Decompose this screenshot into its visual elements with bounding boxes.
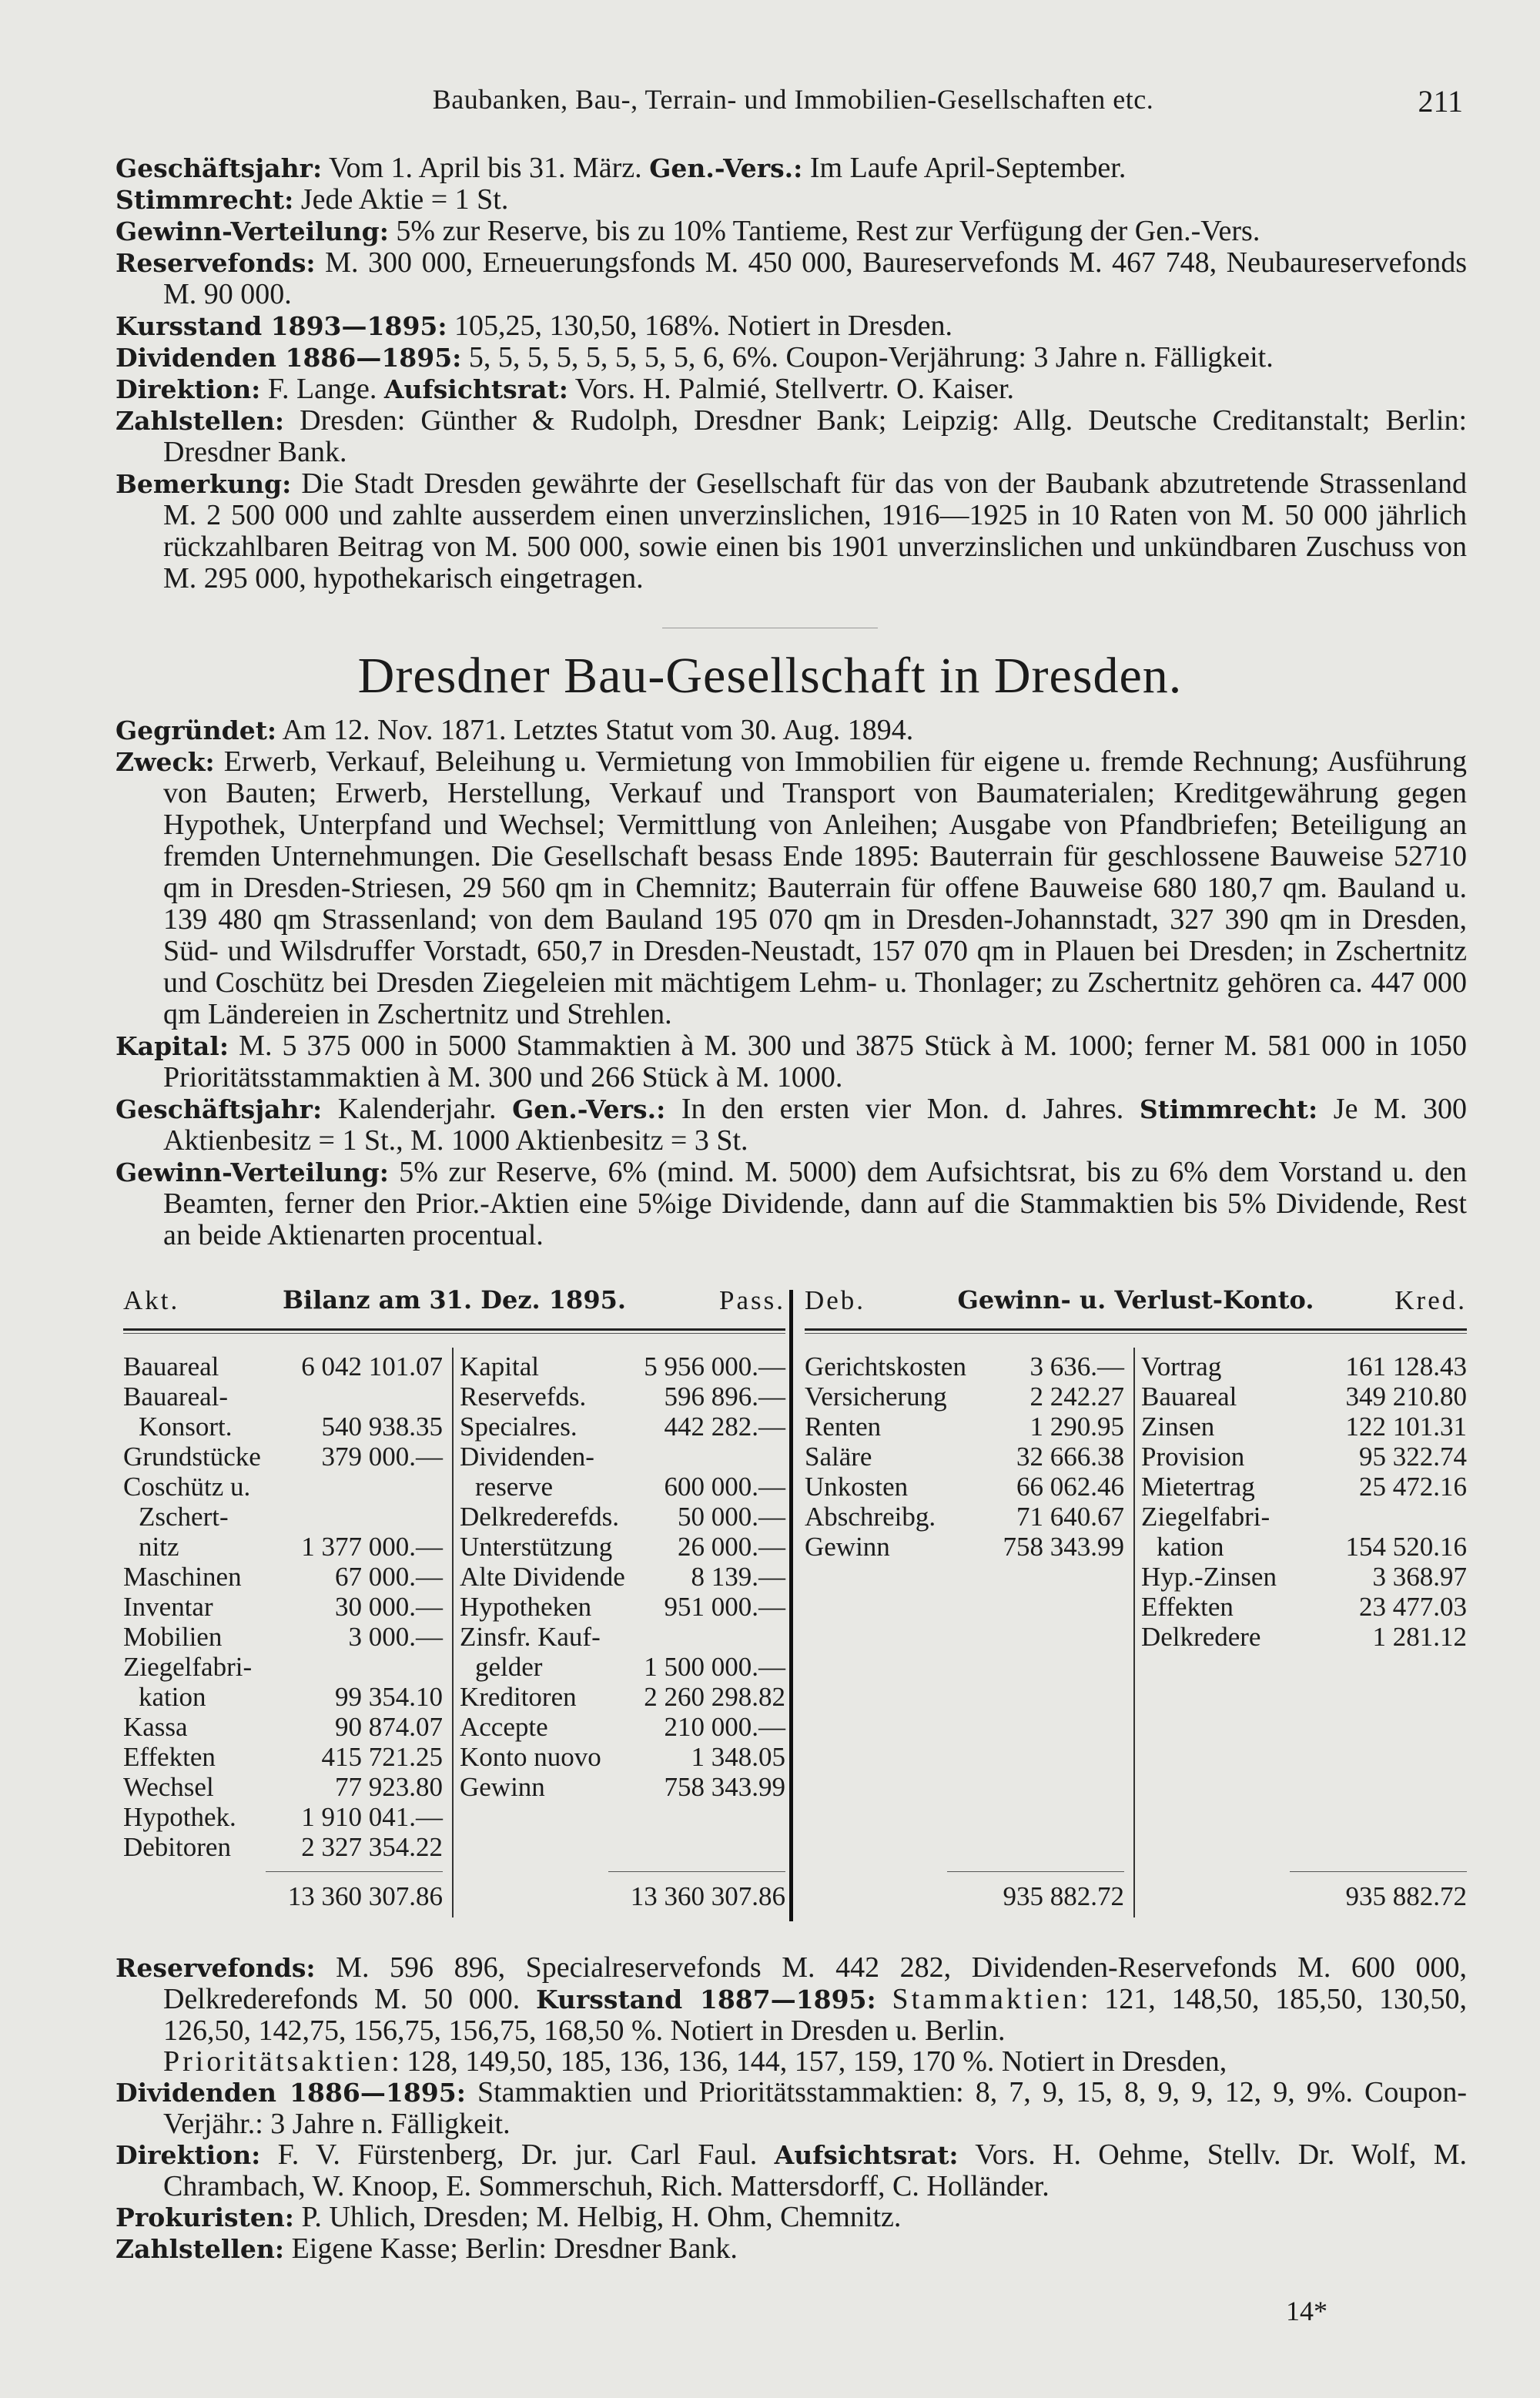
table-header [123, 1282, 785, 1321]
item-name: Maschinen [123, 1562, 242, 1592]
item-name: Mietertrag [1141, 1472, 1255, 1502]
item-value: 3 368.97 [1372, 1562, 1467, 1592]
signature-mark: 14* [1286, 2296, 1327, 2326]
total-value: 935 882.72 [1003, 1881, 1124, 1911]
item-value: 30 000.— [335, 1592, 443, 1622]
entry-text: 5, 5, 5, 5, 5, 5, 5, 5, 6, 6%. Coupon-Verjährung: 3 Jahre n. Fälligkeit. [461, 341, 1274, 373]
item-name: Grundstücke [123, 1442, 261, 1472]
item-value: 8 139.— [691, 1562, 785, 1592]
entry-label: Bemerkung: [116, 469, 292, 499]
item-name: Reservefds. [460, 1382, 587, 1412]
item-name: Mobilien [123, 1622, 223, 1652]
entry-label: Gen.-Vers.: [649, 153, 803, 183]
item-name: Abschreibg. [805, 1502, 936, 1532]
entry-paragraph [116, 468, 1467, 594]
item-name: Konto nuovo [460, 1742, 601, 1772]
entry-paragraph [116, 715, 1467, 746]
column-divider [452, 1348, 454, 1917]
total-value: 13 360 307.86 [287, 1881, 443, 1911]
item-value: 95 322.74 [1359, 1442, 1467, 1472]
item-name: Accepte [460, 1712, 548, 1742]
entry-text: Die Stadt Dresden gewährte der Gesellschaft für das von der Baubank abzutretende Strassenland M. 2 500 000 und zahlte ausserdem einen unverzinslichen, 1916—1925 in 10 Raten von M. 50 000 jährlich rückzahlbaren Beitrag von M. 500 000, sowie einen bis 1901 unverzinslichen und unkündbaren Zuschuss von M. 295 000, hypothekarisch eingetragen. [163, 467, 1467, 594]
item-value: 2 242.27 [1029, 1382, 1124, 1412]
table-row [460, 1382, 785, 1412]
item-value: 2 260 298.82 [644, 1682, 785, 1712]
table-title: Gewinn- u. Verlust-Konto. [957, 1285, 1314, 1315]
item-name: Saläre [805, 1442, 872, 1472]
item-value: 3 636.— [1029, 1351, 1124, 1382]
item-value: 66 062.46 [1016, 1472, 1124, 1502]
table-title: Bilanz am 31. Dez. 1895. [283, 1285, 626, 1315]
item-name: Kassa [123, 1712, 188, 1742]
entry-text: Erwerb, Verkauf, Beleihung u. Vermietung von Immobilien für eigene u. fremde Rechnung; Ausführung von Bauten; Erwerb, Herstellung, Verkauf und Transport von Baumaterialen; Kreditgewährung gegen Hypothek, Unterpfand und Wechsel; Vermittlung von Anleihen; Ausgabe von Pfandbriefen; Beteiligung an fremden Unternehmungen. Die Gesellschaft besass Ende 1895: Bauterrain für geschlossene Bauweise 52710 qm in Dresden-Striesen, 29 560 qm in Chemnitz; Bauterrain für offene Bauweise 680 180,7 qm. Bauland u. 139 480 qm Strassenland; von dem Bauland 195 070 qm in Dresden-Johannstadt, 327 390 qm in Dresden, Süd- und Wilsdruffer Vorstadt, 650,7 in Dresden-Neustadt, 157 070 qm in Plauen bei Dresden; in Zschertnitz und Coschütz bei Dresden Ziegeleien mit mächtigem Lehm- u. Thonlager; zu Zschertnitz gehören ca. 447 000 qm Ländereien in Zschertnitz und Strehlen. [163, 745, 1467, 1030]
entry-text: : 128, 149,50, 185, 136, 136, 144, 157, 159, 170 %. Notiert in Dresden, [391, 2045, 1227, 2078]
entry-text: F. V. Fürstenberg, Dr. jur. Carl Faul. [260, 2138, 775, 2171]
table-row [805, 1351, 1124, 1382]
item-value: 50 000.— [678, 1502, 785, 1532]
item-name: Bauareal [1141, 1382, 1237, 1412]
entry-label: Prokuristen: [116, 2202, 294, 2232]
entry-paragraph [116, 2046, 1467, 2077]
item-value: 379 000.— [321, 1442, 443, 1472]
company-section [116, 715, 1467, 1251]
item-value: 1 348.05 [691, 1742, 785, 1772]
item-name: Effekten [1141, 1592, 1234, 1622]
item-name: Specialres. [460, 1412, 578, 1442]
item-name: Dividenden- reserve [460, 1442, 594, 1502]
item-value: 596 896.— [664, 1382, 785, 1412]
entry-label: Aufsichtsrat: [774, 2140, 959, 2170]
entry-paragraph [116, 1030, 1467, 1094]
entry-label: Reservefonds: [116, 248, 316, 278]
entry-label: Geschäftsjahr: [116, 1094, 323, 1124]
sum-rule [608, 1871, 785, 1872]
entry-label: Direktion: [116, 374, 261, 404]
sum-rule [266, 1871, 443, 1872]
item-value: 540 938.35 [321, 1412, 443, 1442]
item-name: Bauareal [123, 1351, 219, 1382]
item-value: 758 343.99 [664, 1772, 785, 1802]
item-name: Gerichtskosten [805, 1351, 966, 1382]
entry-label: Dividenden 1886—1895: [116, 2078, 466, 2108]
item-value: 1 281.12 [1372, 1622, 1467, 1652]
entry-text: P. Uhlich, Dresden; M. Helbig, H. Ohm, Chemnitz. [293, 2201, 902, 2233]
table-row [123, 1742, 443, 1772]
table-row [460, 1742, 785, 1772]
entry-label: Direktion: [116, 2140, 261, 2170]
item-value: 6 042 101.07 [301, 1351, 443, 1382]
item-name: Delkrederefds. [460, 1502, 619, 1532]
table-header [805, 1282, 1467, 1321]
entry-text: Stammaktien und Prioritätsstammaktien: 8, 7, 9, 15, 8, 9, 9, 12, 9, 9%. Coupon-Verjähr.: 3 Jahre n. Fälligkeit. [163, 2076, 1468, 2140]
running-head-title: Baubanken, Bau-, Terrain- und Immobilien-Gesellschaften etc. [432, 84, 1154, 115]
item-name: Provision [1141, 1442, 1245, 1472]
item-value: 90 874.07 [335, 1712, 443, 1742]
table-row [123, 1772, 443, 1802]
page-number: 211 [1418, 84, 1463, 119]
item-value: 67 000.— [335, 1562, 443, 1592]
table-row [1141, 1502, 1467, 1562]
item-value: 26 000.— [678, 1532, 785, 1562]
entry-paragraph [116, 342, 1467, 373]
item-name: Kreditoren [460, 1682, 577, 1712]
table-row [1141, 1382, 1467, 1412]
entry-text: M. 5 375 000 in 5000 Stammaktien à M. 300 und 3875 Stück à M. 1000; ferner M. 581 000 in 1050 Prioritätsstammaktien à M. 300 und 266 Stück à M. 1000. [163, 1030, 1467, 1094]
entry-paragraph [116, 216, 1467, 247]
item-name: Debitoren [123, 1832, 231, 1862]
entry-paragraph [116, 310, 1467, 342]
left-column [805, 1351, 1124, 1562]
table-row [1141, 1472, 1467, 1502]
entry-label: Stimmrecht: [1139, 1094, 1318, 1124]
entry-label: Kursstand 1893—1895: [116, 311, 447, 341]
total-value: 13 360 307.86 [630, 1881, 785, 1911]
item-name: Ziegelfabri- kation [123, 1652, 253, 1712]
entry-label: Gewinn-Verteilung: [116, 1157, 389, 1187]
table-row [123, 1652, 443, 1712]
table-row [123, 1802, 443, 1832]
table-row [1141, 1351, 1467, 1382]
table-row [460, 1412, 785, 1442]
entry-label: Gewinn-Verteilung: [116, 216, 389, 246]
item-name: Gewinn [460, 1772, 545, 1802]
debit-side-label: Deb. [805, 1285, 866, 1315]
entry-text: Vors. H. Palmié, Stellvertr. O. Kaiser. [567, 373, 1015, 405]
table-row [460, 1502, 785, 1532]
entry-text: Am 12. Nov. 1871. Letztes Statut vom 30. Aug. 1894. [276, 714, 914, 746]
item-value: 1 290.95 [1029, 1412, 1124, 1442]
item-name: Hypotheken [460, 1592, 592, 1622]
entry-label: Gegründet: [116, 715, 277, 745]
item-name: Gewinn [805, 1532, 890, 1562]
table-row [460, 1592, 785, 1622]
entry-text: Im Laufe April-September. [802, 152, 1127, 184]
entry-text: : 121, 148,50, 185,50, 130,50, 126,50, 142,75, 156,75, 156,75, 168,50 %. Notiert in Dresden u. Berlin. [163, 1983, 1467, 2047]
entry-text: F. Lange. [260, 373, 384, 405]
item-name: Wechsel [123, 1772, 214, 1802]
table-row [460, 1532, 785, 1562]
table-row [460, 1351, 785, 1382]
table-row [1141, 1592, 1467, 1622]
item-value: 161 128.43 [1345, 1351, 1467, 1382]
entry-label: Gen.-Vers.: [512, 1094, 666, 1124]
item-name: Unkosten [805, 1472, 909, 1502]
column-divider [1133, 1348, 1135, 1917]
table-row [123, 1472, 443, 1562]
entry-label: Geschäftsjahr: [116, 153, 323, 183]
entry-text: Kalenderjahr. [322, 1093, 513, 1125]
item-name: Alte Dividende [460, 1562, 625, 1592]
entry-paragraph [116, 746, 1467, 1030]
item-value: 210 000.— [664, 1712, 785, 1742]
entry-text: Je M. 300 Aktienbesitz = 1 St., M. 1000 Aktienbesitz = 3 St. [163, 1093, 1467, 1157]
double-rule [805, 1328, 1467, 1334]
item-name: Unterstützung [460, 1532, 613, 1562]
entry-paragraph [116, 1157, 1467, 1251]
table-row [1141, 1622, 1467, 1652]
item-value: 71 640.67 [1016, 1502, 1124, 1532]
table-divider [789, 1290, 793, 1921]
item-value: 2 327 354.22 [301, 1832, 443, 1862]
entry-text: M. 300 000, Erneuerungsfonds M. 450 000, Baureservefonds M. 467 748, Neubaureservefonds M. 90 000. [163, 246, 1467, 310]
credit-side-label: Pass. [719, 1285, 785, 1315]
entry-label: Zahlstellen: [116, 2234, 285, 2264]
previous-company-section [116, 152, 1467, 594]
entry-text: Vom 1. April bis 31. März. [322, 152, 650, 184]
entry-paragraph [116, 405, 1467, 468]
item-name: Versicherung [805, 1382, 947, 1412]
item-value: 600 000.— [664, 1472, 785, 1502]
item-name: Hyp.-Zinsen [1141, 1562, 1277, 1592]
debit-side-label: Akt. [123, 1285, 180, 1315]
item-value: 25 472.16 [1359, 1472, 1467, 1502]
item-name: Delkredere [1141, 1622, 1261, 1652]
entry-text: Prioritätsaktien [163, 2045, 392, 2078]
item-name: Zinsfr. Kauf- gelder [460, 1622, 601, 1682]
company-section-continued [116, 1952, 1467, 2265]
item-value: 32 666.38 [1016, 1442, 1124, 1472]
entry-paragraph [116, 1952, 1467, 2046]
entry-text: Jede Aktie = 1 St. [293, 183, 509, 216]
entry-label: Aufsichtsrat: [383, 374, 568, 404]
table-row [123, 1442, 443, 1472]
entry-text: 105,25, 130,50, 168%. Notiert in Dresden. [447, 310, 953, 342]
entry-label: Zweck: [116, 747, 215, 777]
entry-paragraph [116, 2077, 1467, 2139]
table-row [123, 1622, 443, 1652]
table-row [805, 1502, 1124, 1532]
entry-text [876, 1983, 892, 2015]
entry-text: 5% zur Reserve, bis zu 10% Tantieme, Rest zur Verfügung der Gen.-Vers. [388, 215, 1260, 247]
double-rule [123, 1328, 785, 1334]
table-row [123, 1351, 443, 1382]
table-row [460, 1712, 785, 1742]
entry-label: Zahlstellen: [116, 406, 285, 436]
entry-label: Reservefonds: [116, 1953, 316, 1983]
item-value: 1 910 041.— [301, 1802, 443, 1832]
item-value: 5 956 000.— [644, 1351, 785, 1382]
entry-paragraph [116, 247, 1467, 310]
table-row [460, 1562, 785, 1592]
table-row [805, 1442, 1124, 1472]
credit-side-label: Kred. [1394, 1285, 1467, 1315]
item-value: 758 343.99 [1003, 1532, 1124, 1562]
item-value: 154 520.16 [1345, 1532, 1467, 1562]
item-value: 23 477.03 [1359, 1592, 1467, 1622]
item-name: Hypothek. [123, 1802, 236, 1832]
entry-text: In den ersten vier Mon. d. Jahres. [665, 1093, 1140, 1125]
item-value: 77 923.80 [335, 1772, 443, 1802]
entry-paragraph [116, 184, 1467, 216]
entry-text: Stammaktien [892, 1983, 1080, 2015]
company-title: Dresdner Bau-Gesellschaft in Dresden. [357, 648, 1183, 704]
table-row [1141, 1562, 1467, 1592]
entry-text: Eigene Kasse; Berlin: Dresdner Bank. [284, 2232, 738, 2265]
entry-text: Vors. H. Oehme, Stellv. Dr. Wolf, M. Chrambach, W. Knoop, E. Sommerschuh, Rich. Mattersdorff, C. Holländer. [163, 2138, 1467, 2202]
table-row [1141, 1442, 1467, 1472]
table-row [123, 1382, 443, 1442]
table-row [460, 1622, 785, 1682]
sum-rule [947, 1871, 1124, 1872]
item-name: Zinsen [1141, 1412, 1215, 1442]
entry-paragraph [116, 2233, 1467, 2265]
entry-label: Dividenden 1886—1895: [116, 343, 462, 373]
item-name: Effekten [123, 1742, 216, 1772]
item-value: 415 721.25 [321, 1742, 443, 1772]
item-value: 951 000.— [664, 1592, 785, 1622]
item-value: 442 282.— [664, 1412, 785, 1442]
table-row [460, 1682, 785, 1712]
running-head [116, 83, 1471, 122]
entry-paragraph [116, 152, 1467, 184]
table-row [805, 1532, 1124, 1562]
item-name: Renten [805, 1412, 882, 1442]
entry-paragraph [116, 373, 1467, 405]
item-value: 3 000.— [348, 1622, 443, 1652]
item-value: 99 354.10 [335, 1682, 443, 1712]
entry-text: 5% zur Reserve, 6% (mind. M. 5000) dem Aufsichtsrat, bis zu 6% dem Vorstand u. den Beamten, ferner den Prior.-Aktien eine 5%ige Dividende, dann auf die Stammaktien bis 5% Dividende, Rest an beide Aktienarten procentual. [163, 1156, 1467, 1251]
entry-paragraph [116, 2202, 1467, 2233]
item-value: 122 101.31 [1345, 1412, 1467, 1442]
total-value: 935 882.72 [1345, 1881, 1467, 1911]
item-name: Coschütz u. Zschert- nitz [123, 1472, 251, 1562]
entry-label: Kapital: [116, 1031, 229, 1061]
table-row [1141, 1412, 1467, 1442]
item-name: Bauareal- Konsort. [123, 1382, 233, 1442]
table-row [460, 1442, 785, 1502]
right-column [460, 1351, 785, 1802]
item-value: 1 377 000.— [301, 1532, 443, 1562]
table-row [123, 1712, 443, 1742]
right-column [1141, 1351, 1467, 1652]
table-row [805, 1412, 1124, 1442]
entry-text: M. 596 896, Specialreservefonds M. 442 282, Dividenden-Reservefonds M. 600 000, Delkrederefonds M. 50 000. [163, 1951, 1467, 2015]
entry-label: Kursstand 1887—1895: [535, 1984, 876, 2015]
table-row [460, 1772, 785, 1802]
sum-rule [1290, 1871, 1467, 1872]
table-row [123, 1832, 443, 1862]
item-name: Ziegelfabri- kation [1141, 1502, 1270, 1562]
item-name: Inventar [123, 1592, 213, 1622]
item-value: 1 500 000.— [644, 1652, 785, 1682]
entry-text: Dresden: Günther & Rudolph, Dresdner Bank; Leipzig: Allg. Deutsche Creditanstalt; Berlin: Dresdner Bank. [163, 404, 1467, 468]
item-name: Vortrag [1141, 1351, 1222, 1382]
item-value: 349 210.80 [1345, 1382, 1467, 1412]
item-name: Kapital [460, 1351, 540, 1382]
entry-paragraph [116, 2139, 1467, 2202]
entry-paragraph [116, 1094, 1467, 1157]
entry-label: Stimmrecht: [116, 185, 294, 215]
table-row [123, 1592, 443, 1622]
table-row [123, 1562, 443, 1592]
table-row [805, 1382, 1124, 1412]
table-row [805, 1472, 1124, 1502]
left-column [123, 1351, 443, 1862]
